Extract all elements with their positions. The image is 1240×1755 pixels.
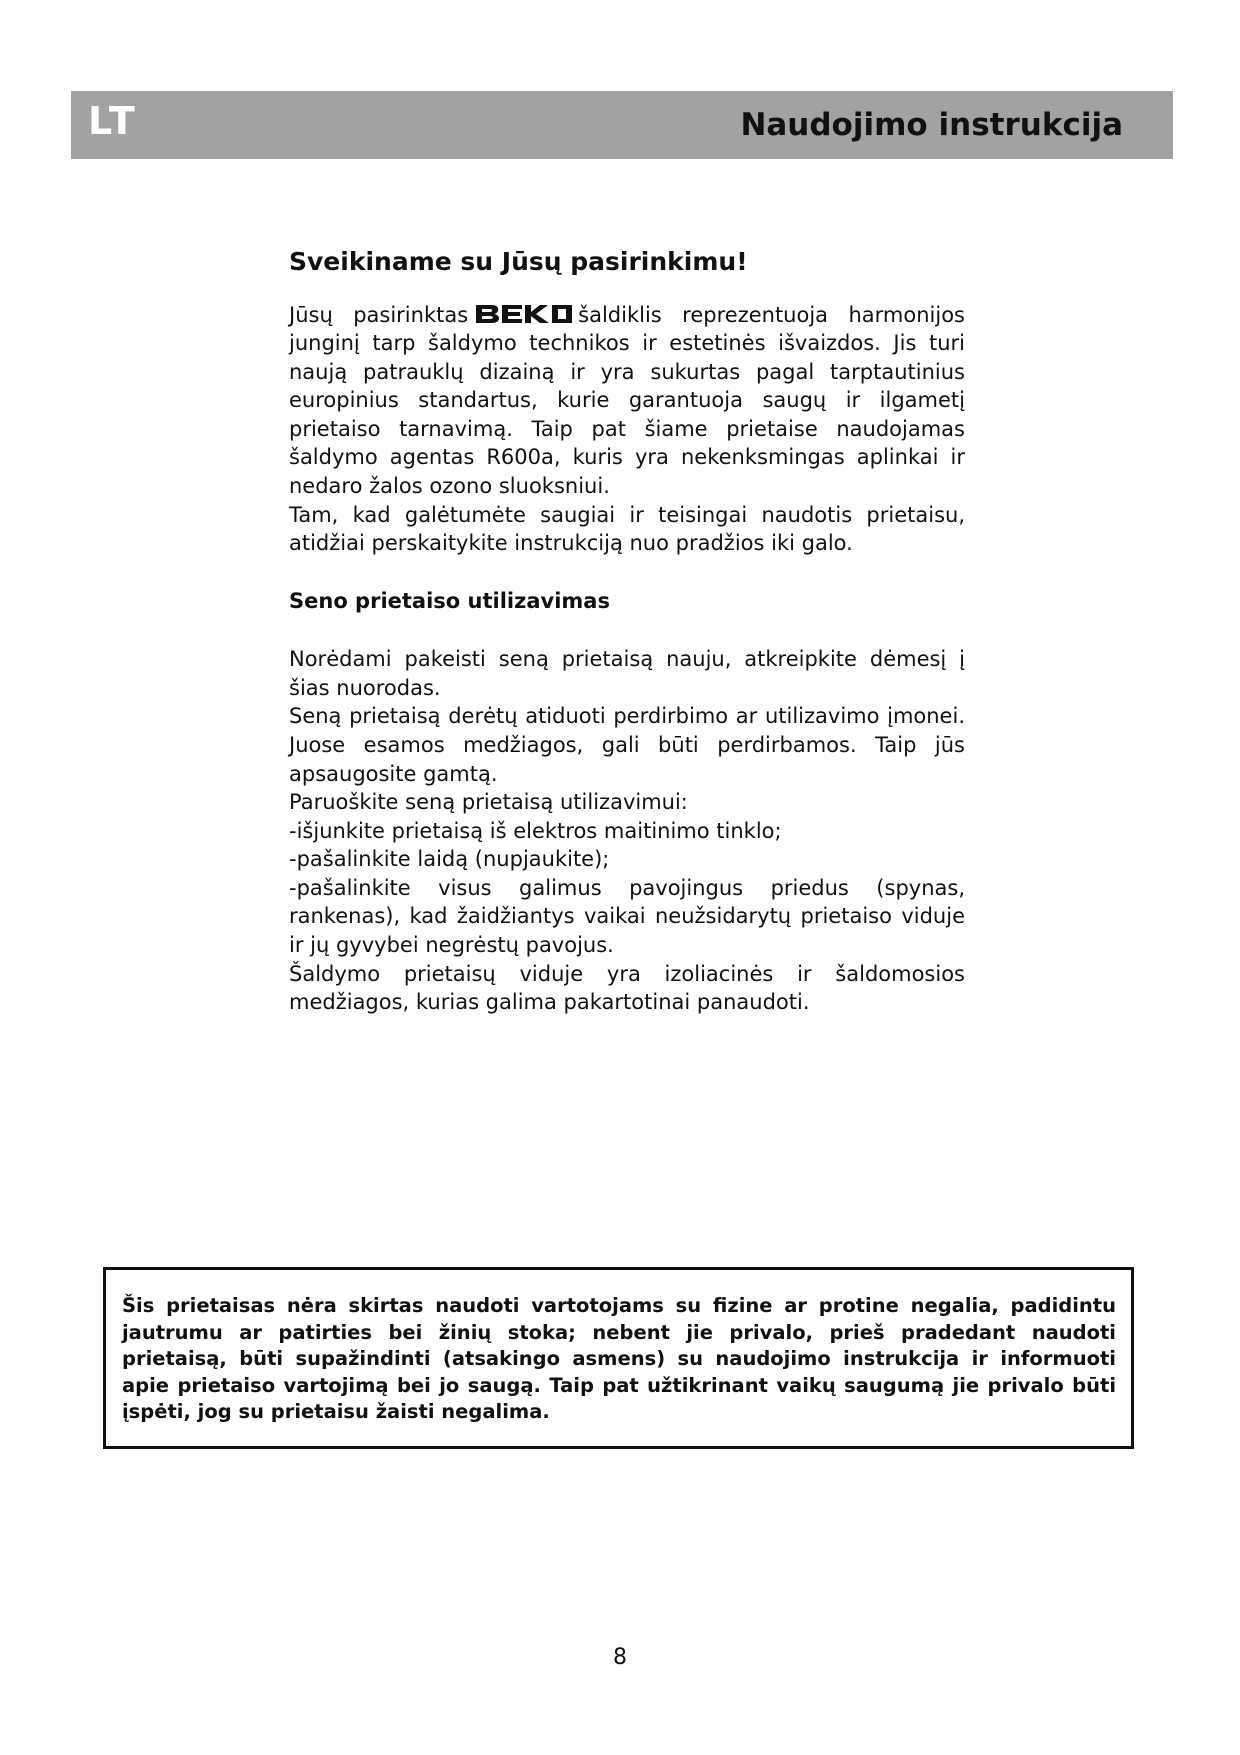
disposal-line: Norėdami pakeisti seną prietaisą nauju, atkreipkite dėmesį į šias nuorodas. (289, 647, 965, 700)
disposal-line: -pašalinkite laidą (nupjaukite); (289, 847, 610, 872)
intro-text-rest: šaldiklis reprezentuoja harmonijos junginį tarp šaldymo technikos ir estetinės išvaizdos. Jis turi naują patrauklų dizainą ir yra sukurtas pagal tarptautinius europinius standartus, kurie garantuoja saugų ir ilgametį prietaiso tarnavimą. Taip pat šiame prietaise naudojamas šaldymo agentas R600a, kuris yra nekenksmingas aplinkai ir nedaro žalos ozono sluoksniui. (289, 302, 965, 499)
page-number: 8 (613, 1645, 627, 1670)
disposal-line: Šaldymo prietaisų viduje yra izoliacinės ir šaldomosios medžiagos, kurias galima pakartotinai panaudoti. (289, 961, 965, 1015)
intro-text-start: Jūsų pasirinktas (289, 302, 469, 327)
disposal-line: -pašalinkite visus galimus pavojingus priedus (spynas, rankenas), kad žaidžiantys vaikai neužsidarytų prietaiso viduje ir jų gyvybei negrėstų pavojus. (289, 875, 965, 958)
disposal-line: -išjunkite prietaisą iš elektros maitinimo tinklo; (289, 818, 782, 843)
language-code: LT (88, 99, 138, 143)
disposal-heading: Seno prietaiso utilizavimas (289, 588, 610, 613)
disposal-line: Paruoškite seną prietaisą utilizavimui: (289, 790, 688, 815)
intro-paragraph (289, 301, 965, 501)
safety-notice-box (103, 1267, 1134, 1449)
beko-logo (474, 304, 576, 324)
welcome-heading: Sveikiname su Jūsų pasirinkimu! (289, 247, 748, 276)
instruction-paragraph: Tam, kad galėtumėte saugiai ir teisingai naudotis prietaisu, atidžiai perskaitykite instrukciją nuo pradžios iki galo. (289, 502, 965, 556)
disposal-line: Seną prietaisą derėtų atiduoti perdirbimo ar utilizavimo įmonei. Juose esamos medžiagos, gali būti perdirbamos. Taip jūs apsaugosite gamtą. (289, 704, 965, 786)
header-bar (71, 91, 1173, 159)
safety-notice-text: Šis prietaisas nėra skirtas naudoti vartotojams su fizine ar protine negalia, padidintu jautrumu ar patirties bei žinių stoka; nebent jie privalo, prieš pradedant naudoti prietaisą, būti supažindinti (atsakingo asmens) su naudojimo instrukcija ir informuoti apie prietaiso vartojimą bei jo saugą. Taip pat užtikrinant vaikų saugumą jie privalo būti įspėti, jog su prietaisu žaisti negalima. (122, 1294, 1116, 1424)
main-content (289, 246, 965, 1017)
document-title: Naudojimo instrukcija (740, 107, 1123, 143)
